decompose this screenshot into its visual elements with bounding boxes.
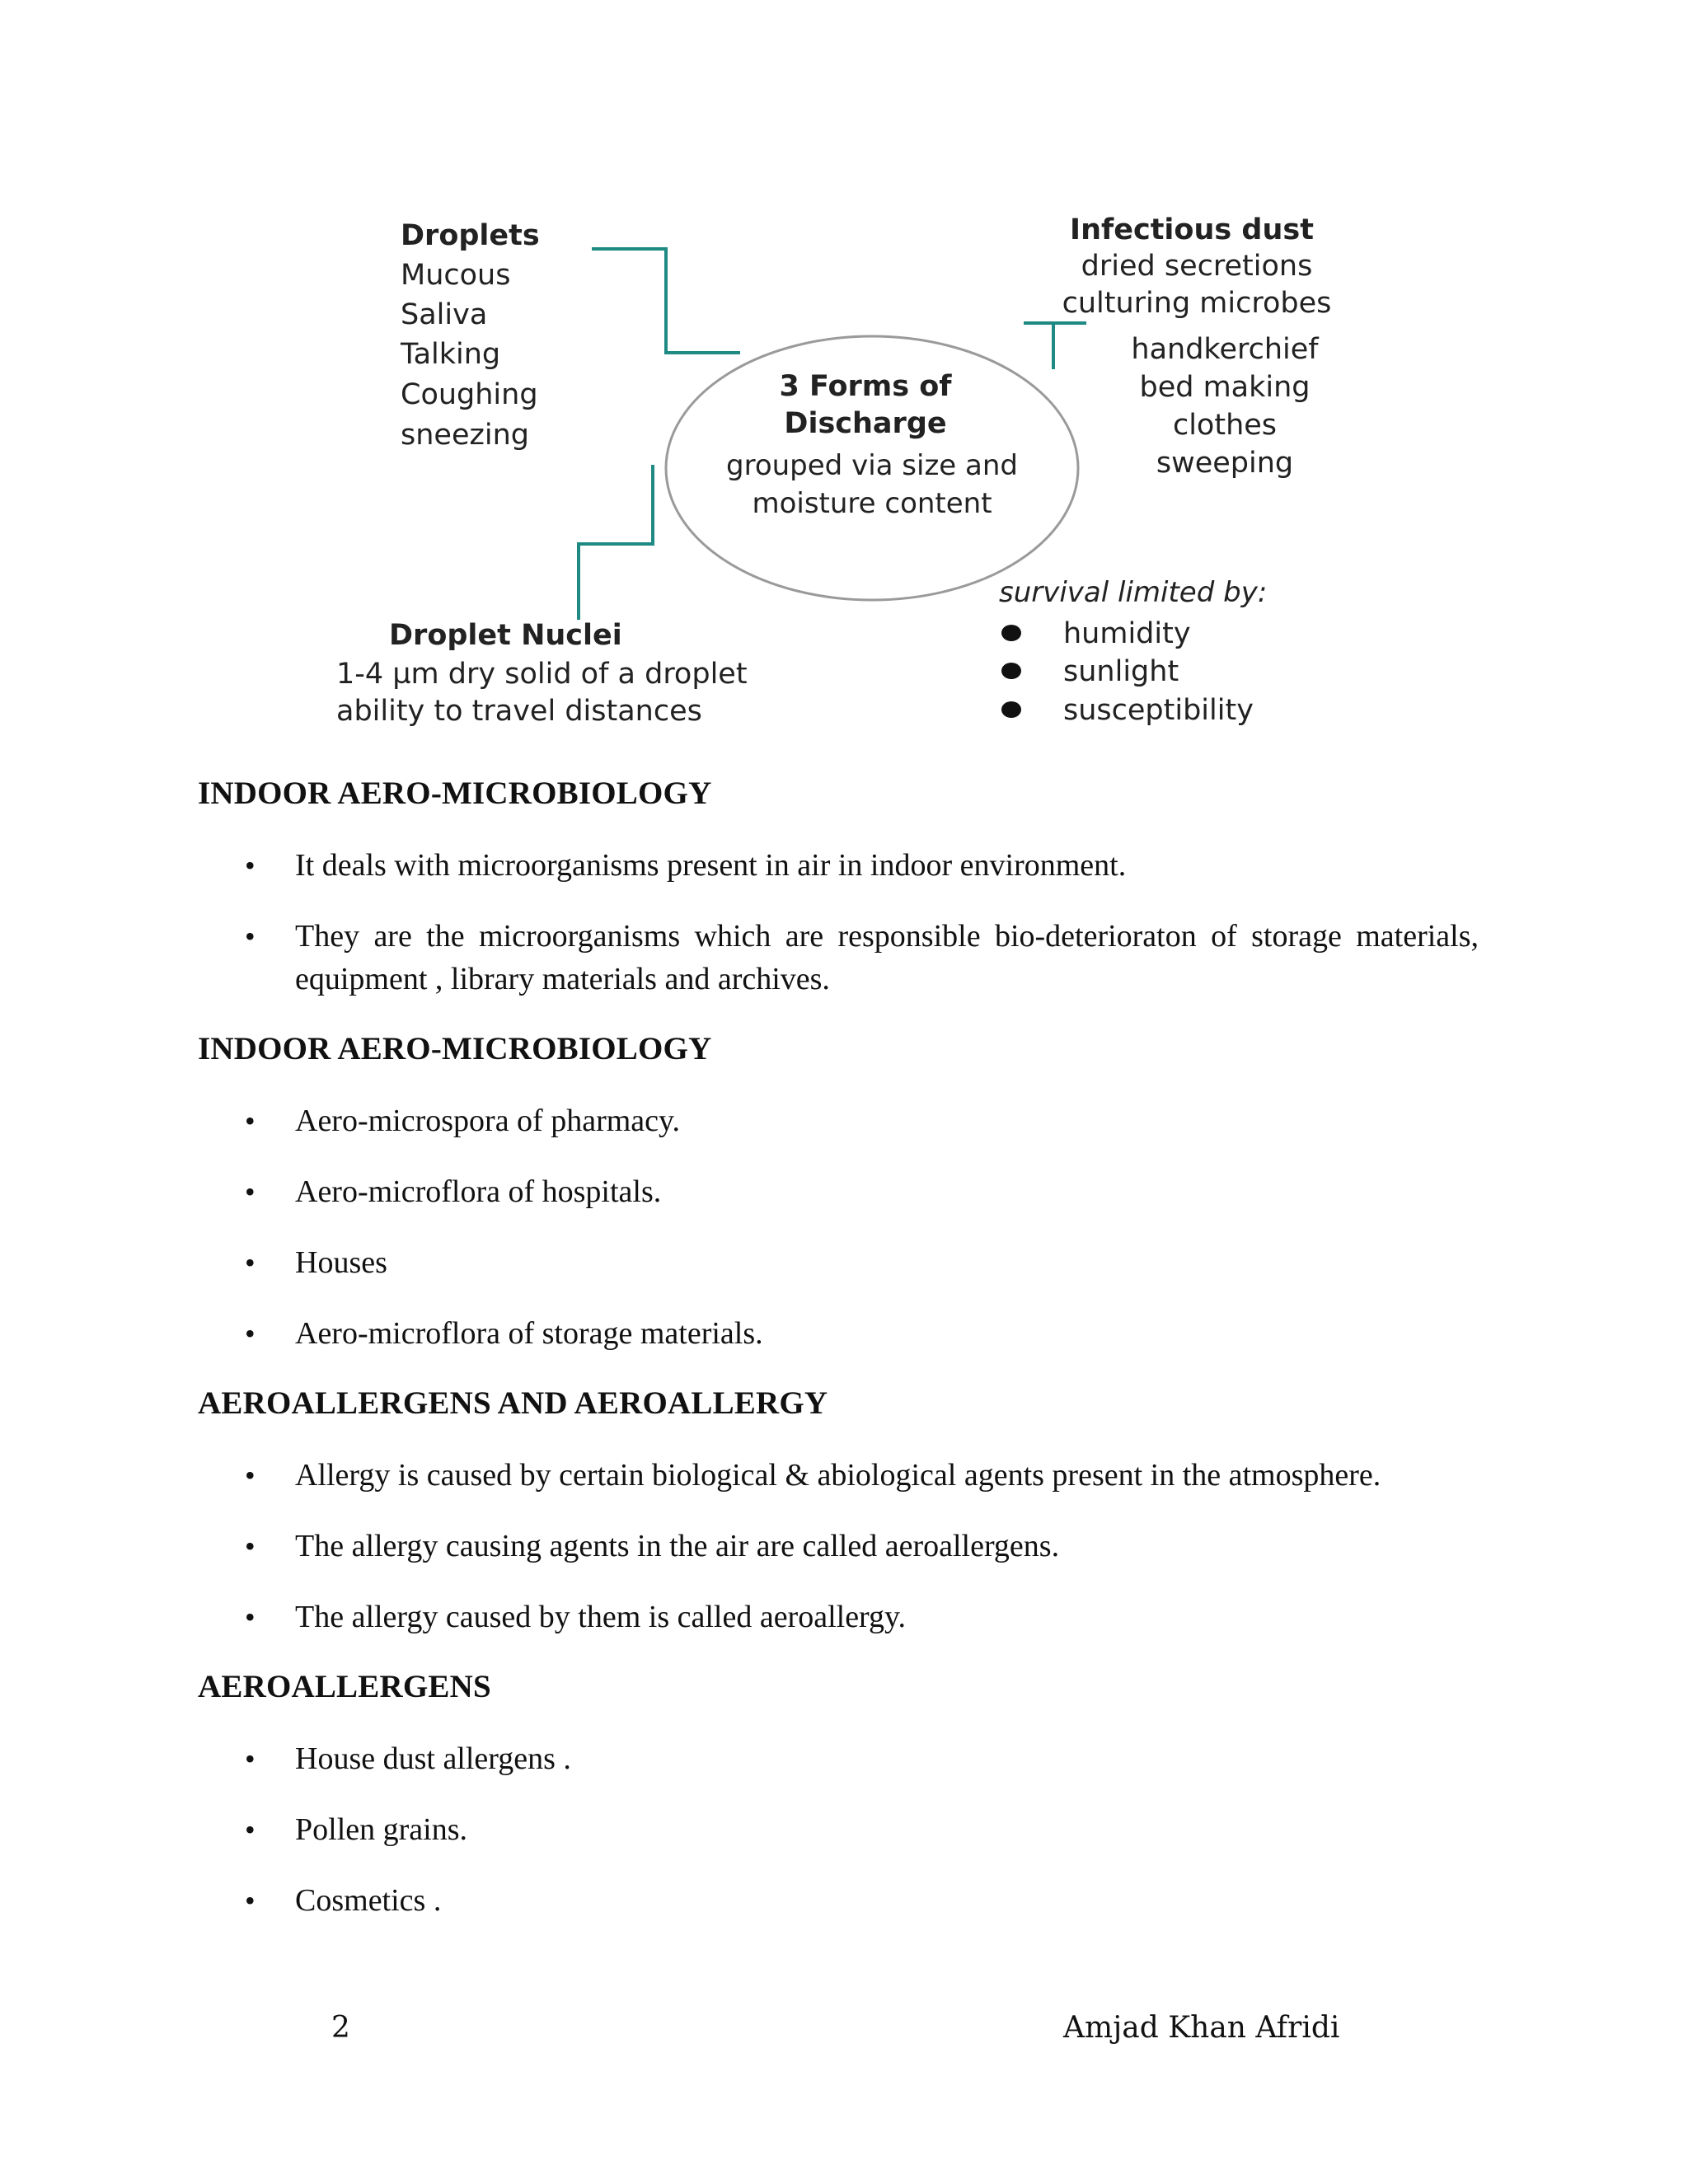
section-heading: INDOOR AERO-MICROBIOLOGY [198, 1031, 712, 1066]
bullet-icon: • [245, 1459, 256, 1492]
connector-droplet-nuclei [579, 465, 653, 620]
center-sub-line2: moisture content [752, 487, 992, 520]
bullet-icon: • [245, 1175, 256, 1208]
bullet-icon: • [245, 1742, 256, 1775]
droplets-item: Talking [401, 338, 501, 371]
droplets-item: Saliva [401, 298, 488, 331]
bullet-text: Houses [295, 1245, 387, 1280]
bullet-text: The allergy causing agents in the air are called aeroallergens. [295, 1529, 1060, 1563]
droplets-item: Mucous [401, 259, 511, 292]
bullet-text: Cosmetics . [295, 1883, 442, 1918]
bullet-icon: • [245, 1813, 256, 1846]
bullet-icon: • [245, 1601, 256, 1633]
connector-droplets [592, 249, 740, 353]
bullet-text: Aero-microflora of storage materials. [295, 1316, 763, 1351]
infectious-dust-line: culturing microbes [1062, 287, 1332, 320]
droplets-item: sneezing [401, 419, 529, 452]
droplet-nuclei-line: 1-4 µm dry solid of a droplet [336, 658, 748, 691]
survival-heading: survival limited by: [999, 576, 1268, 609]
footer-author: Amjad Khan Afridi [1063, 2011, 1340, 2045]
survival-bullet-icon [1001, 663, 1021, 679]
connector-infectious-dust-b [1053, 323, 1086, 369]
infectious-dust-item: clothes [1172, 409, 1278, 442]
discharge-forms-diagram [0, 0, 1688, 758]
center-title-line1: 3 Forms of [779, 370, 952, 403]
bullet-text: Allergy is caused by certain biological & abiological agents present in the atmosphere. [295, 1458, 1381, 1493]
bullet-text: Aero-microspora of pharmacy. [295, 1104, 681, 1138]
bullet-text: Pollen grains. [295, 1812, 467, 1847]
droplet-nuclei-heading: Droplet Nuclei [389, 619, 622, 652]
infectious-dust-line: dried secretions [1081, 250, 1313, 283]
bullet-icon: • [245, 1530, 256, 1563]
survival-item: susceptibility [1063, 694, 1254, 727]
bullet-text: House dust allergens . [295, 1741, 571, 1776]
center-title-line2: Discharge [784, 407, 947, 440]
section-heading: AEROALLERGENS AND AEROALLERGY [198, 1385, 828, 1421]
page-number: 2 [331, 2011, 350, 2045]
bullet-icon: • [245, 920, 256, 953]
droplets-heading: Droplets [401, 219, 540, 252]
bullet-text: They are the microorganisms which are responsible bio-deterioraton of storage materials, equipment , library materials and archives. [295, 919, 1479, 996]
bullet-icon: • [245, 1884, 256, 1917]
bullet-icon: • [245, 1246, 256, 1279]
center-sub-line1: grouped via size and [726, 449, 1018, 482]
section-heading: INDOOR AERO-MICROBIOLOGY [198, 776, 712, 811]
bullet-text: Aero-microflora of hospitals. [295, 1174, 662, 1209]
survival-bullet-icon [1001, 625, 1021, 641]
bullet-text: It deals with microorganisms present in air in indoor environment. [295, 848, 1127, 883]
infectious-dust-item: sweeping [1156, 447, 1294, 480]
bullet-icon: • [245, 1104, 256, 1137]
bullet-text: The allergy caused by them is called aeroallergy. [295, 1600, 907, 1634]
infectious-dust-item: handkerchief [1131, 333, 1319, 366]
survival-item: humidity [1063, 617, 1191, 650]
section-heading: AEROALLERGENS [198, 1669, 491, 1704]
survival-item: sunlight [1063, 655, 1179, 688]
bullet-icon: • [245, 849, 256, 882]
survival-bullet-icon [1001, 701, 1021, 718]
droplets-item: Coughing [401, 378, 538, 411]
infectious-dust-item: bed making [1139, 371, 1311, 404]
infectious-dust-heading: Infectious dust [1070, 213, 1314, 246]
bullet-icon: • [245, 1317, 256, 1350]
droplet-nuclei-line: ability to travel distances [336, 695, 702, 728]
